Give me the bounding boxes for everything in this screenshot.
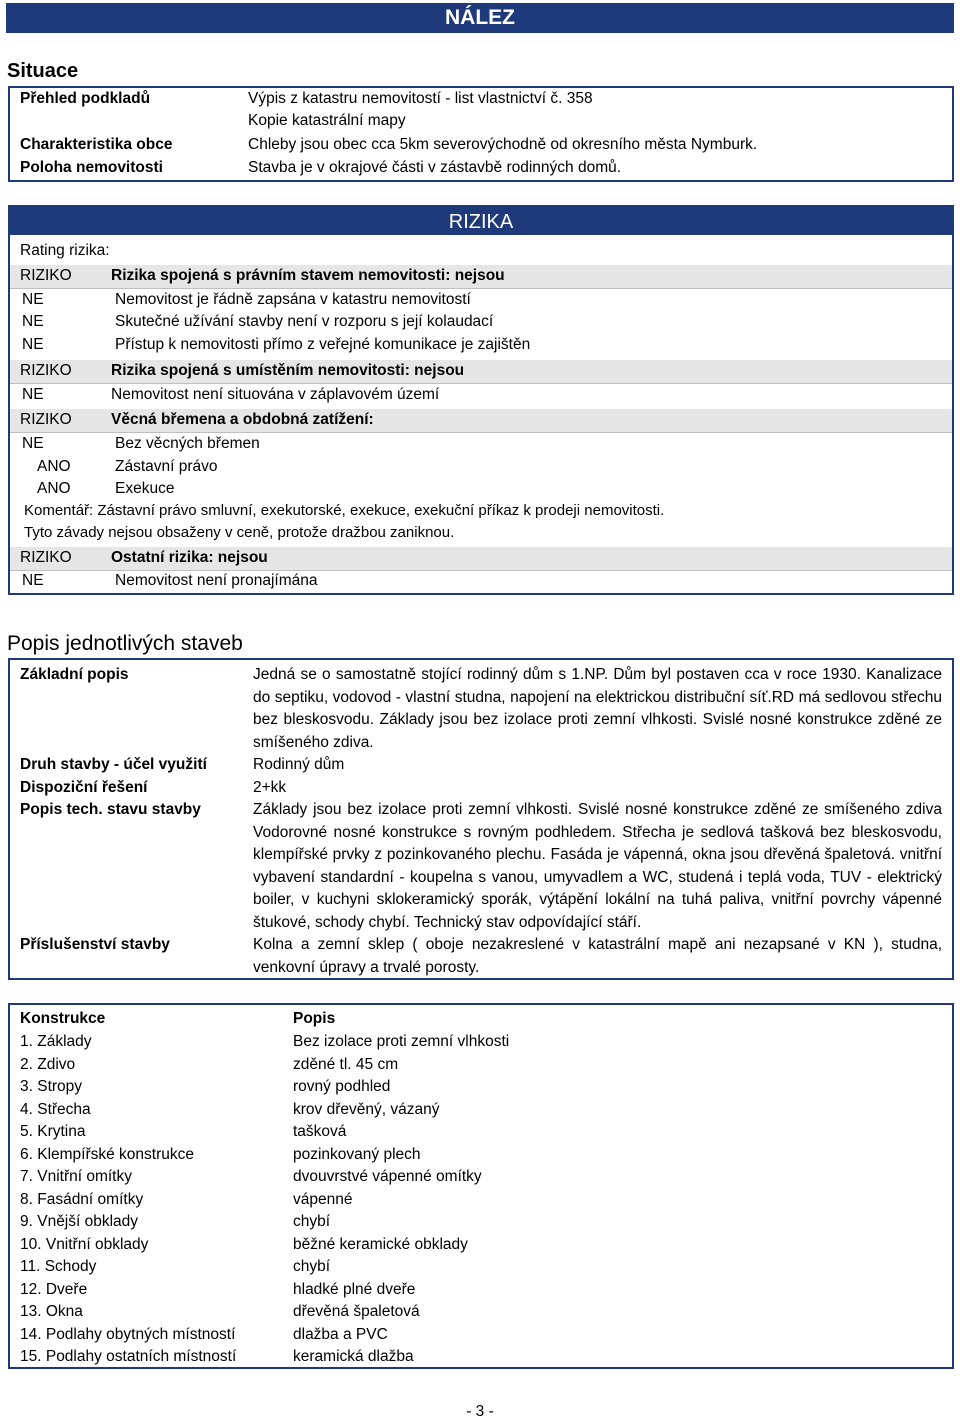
- risk-group-title: Rizika spojená s umístěním nemovitosti: nejsou: [111, 362, 465, 379]
- situace-box: [8, 86, 954, 182]
- popis-cell: Bez izolace proti zemní vlhkosti: [293, 1033, 510, 1050]
- rizika-box: [8, 205, 954, 595]
- situace-label-podklady: Přehled podkladů: [20, 90, 151, 107]
- popis-cell: dřevěná špaletová: [293, 1303, 420, 1320]
- konstrukce-cell: 3. Stropy: [20, 1078, 83, 1095]
- risk-item-text: Přístup k nemovitosti přímo z veřejné komunikace je zajištěn: [115, 336, 531, 353]
- risk-tag: RIZIKO: [20, 362, 72, 379]
- konstrukce-col-header: Konstrukce: [20, 1010, 106, 1027]
- risk-tag: RIZIKO: [20, 411, 72, 428]
- risk-group-title: Rizika spojená s právním stavem nemovitosti: nejsou: [111, 267, 505, 284]
- konstrukce-cell: 2. Zdivo: [20, 1055, 76, 1073]
- popis-label: Základní popis: [20, 666, 129, 683]
- popis-cell: tašková: [293, 1123, 347, 1140]
- popis-heading: Popis jednotlivých staveb: [7, 632, 243, 655]
- risk-item-text: Exekuce: [115, 480, 175, 497]
- risk-item-text: Nemovitost není pronajímána: [115, 572, 318, 589]
- rating-label: Rating rizika:: [20, 242, 110, 259]
- situace-value-obec: Chleby jsou obec cca 5km severovýchodně od okresního města Nymburk.: [248, 136, 758, 153]
- popis-cell: rovný podhled: [293, 1078, 391, 1095]
- risk-item-tag: NE: [22, 336, 44, 353]
- situace-value-podklady-1: Výpis z katastru nemovitostí - list vlastnictví č. 358: [248, 90, 593, 107]
- risk-tag: RIZIKO: [20, 549, 72, 566]
- situace-label-poloha: Poloha nemovitosti: [20, 159, 163, 176]
- popis-text: Kolna a zemní sklep ( oboje nezakreslené v katastrální mapě ani nezapsané v KN ), studna, venkovní úpravy a trvalé porosty.: [253, 936, 942, 976]
- risk-item-tag: NE: [22, 291, 44, 308]
- konstrukce-cell: 9. Vnější obklady: [20, 1213, 139, 1230]
- konstrukce-cell: 13. Okna: [20, 1303, 83, 1320]
- popis-text: 2+kk: [253, 779, 287, 796]
- popis-cell: běžné keramické obklady: [293, 1235, 468, 1253]
- risk-group-title: Ostatní rizika: nejsou: [111, 549, 268, 566]
- situace-label-obec: Charakteristika obce: [20, 136, 173, 153]
- popis-cell: krov dřevěný, vázaný: [293, 1100, 440, 1118]
- situace-value-podklady-2: Kopie katastrální mapy: [248, 112, 406, 129]
- konstrukce-cell: 7. Vnitřní omítky: [20, 1168, 132, 1185]
- popis-cell: keramická dlažba: [293, 1348, 414, 1365]
- popis-cell: chybí: [293, 1213, 331, 1230]
- popis-label: Popis tech. stavu stavby: [20, 801, 201, 818]
- title-banner: [6, 3, 954, 33]
- risk-item-tag: NE: [22, 572, 44, 589]
- risk-tag: RIZIKO: [20, 267, 72, 284]
- risk-item-text: Nemovitost je řádně zapsána v katastru nemovitostí: [115, 291, 471, 308]
- konstrukce-cell: 11. Schody: [20, 1258, 97, 1275]
- risk-item-tag: NE: [22, 313, 44, 330]
- rizika-banner: [10, 207, 952, 235]
- risk-item-tag: ANO: [37, 458, 71, 475]
- risk-group-title: Věcná břemena a obdobná zatížení:: [111, 411, 374, 428]
- risk-item-tag: ANO: [37, 480, 71, 497]
- risk-item-tag: NE: [22, 386, 44, 403]
- risk-item-tag: NE: [22, 435, 44, 452]
- popis-text: Základy jsou bez izolace proti zemní vlhkosti. Svislé nosné konstrukce zděné ze smíšeného zdiva Vodorovné nosné konstrukce s rovným podhledem. Střecha je sedlová tašková bez bleskosvodu, klempířské prvky z pozinkovaného plechu. Fasáda je vápenná, okna jsou dřevěná špaletová. vnitřní vybavení standardní - koupelna s vanou, umyvadlem a WC, studená i teplá voda, TUV - elektrický boiler, v kuchyni sklokeramický sporák, výtápění lokální na tuhá paliva, vnitřní povrchy vápenné štukové, schody chybí. Technický stav odpovídající stáří.: [253, 801, 942, 931]
- konstrukce-box: [8, 1003, 954, 1369]
- popis-label: Příslušenství stavby: [20, 936, 170, 953]
- situace-heading: Situace: [7, 60, 79, 82]
- popis-cell: dvouvrstvé vápenné omítky: [293, 1168, 482, 1185]
- risk-item-text: Zástavní právo: [115, 458, 218, 475]
- situace-value-poloha: Stavba je v okrajové části v zástavbě rodinných domů.: [248, 159, 622, 176]
- popis-label: Dispoziční řešení: [20, 779, 148, 796]
- popis-col-header: Popis: [293, 1010, 336, 1027]
- risk-item-text: Skutečné užívání stavby není v rozporu s její kolaudací: [115, 313, 494, 330]
- popis-cell: vápenné: [293, 1190, 353, 1208]
- konstrukce-cell: 14. Podlahy obytných místností: [20, 1325, 236, 1343]
- konstrukce-cell: 1. Základy: [20, 1033, 92, 1050]
- page-title: NÁLEZ: [445, 6, 515, 29]
- konstrukce-cell: 10. Vnitřní obklady: [20, 1235, 149, 1253]
- popis-cell: pozinkovaný plech: [293, 1145, 421, 1163]
- popis-cell: chybí: [293, 1258, 331, 1275]
- popis-label: Druh stavby - účel využití: [20, 756, 207, 773]
- konstrukce-cell: 6. Klempířské konstrukce: [20, 1145, 195, 1163]
- konstrukce-cell: 4. Střecha: [20, 1100, 91, 1118]
- popis-cell: zděné tl. 45 cm: [293, 1055, 399, 1073]
- konstrukce-cell: 12. Dveře: [20, 1280, 88, 1298]
- konstrukce-cell: 15. Podlahy ostatních místností: [20, 1348, 237, 1365]
- popis-text: Jedná se o samostatně stojící rodinný dům s 1.NP. Dům byl postaven cca v roce 1930. Kanalizace do septiku, vodovod - vlastní studna, napojení na elektrickou distribuční síť.RD má sedlovou střechu bez bleskosvodu. Základy jsou bez izolace proti zemní vlhkosti. Svislé nosné konstrukce zděné ze smíšeného zdiva.: [253, 666, 942, 751]
- risk-comment-line-2: Tyto závady nejsou obsaženy v ceně, protože dražbou zaniknou.: [24, 524, 455, 541]
- konstrukce-cell: 8. Fasádní omítky: [20, 1190, 144, 1208]
- popis-cell: hladké plné dveře: [293, 1280, 416, 1298]
- popis-text: Rodinný dům: [253, 756, 345, 773]
- risk-item-text: Bez věcných břemen: [115, 435, 260, 452]
- popis-box: [8, 658, 954, 980]
- risk-comment-line-1: Komentář: Zástavní právo smluvní, exekutorské, exekuce, exekuční příkaz k prodeji nemovitosti.: [24, 502, 665, 519]
- page-number: - 3 -: [466, 1403, 494, 1420]
- rizika-heading: RIZIKA: [448, 211, 514, 233]
- risk-item-text: Nemovitost není situována v záplavovém území: [111, 386, 440, 403]
- konstrukce-cell: 5. Krytina: [20, 1123, 86, 1140]
- popis-cell: dlažba a PVC: [293, 1325, 388, 1343]
